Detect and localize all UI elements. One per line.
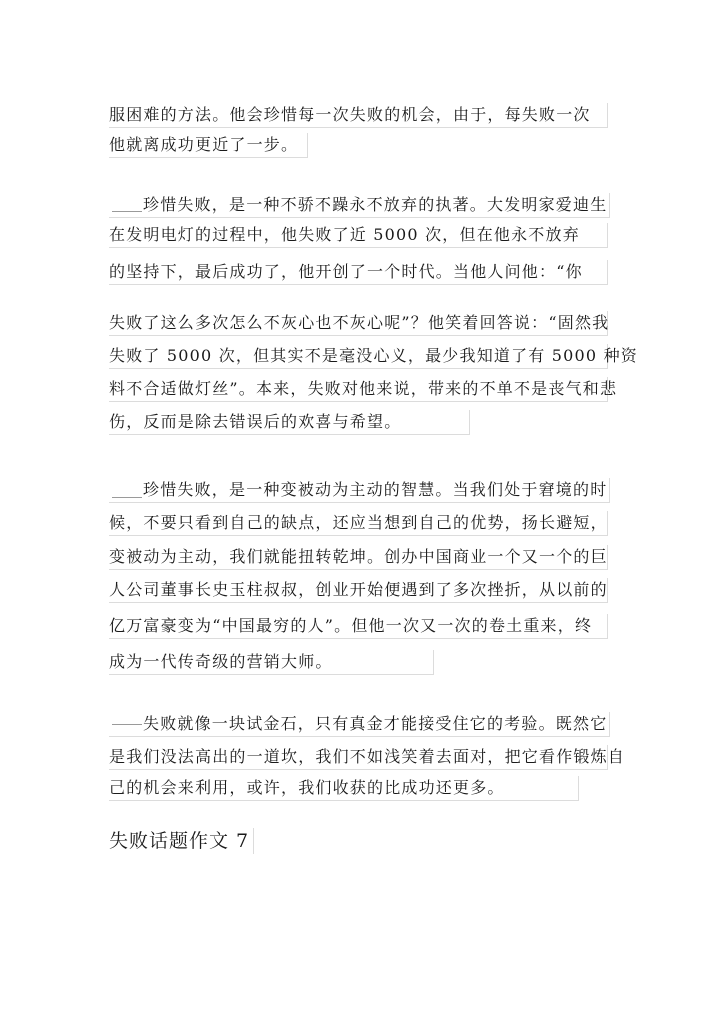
- text-line: 变被动为主动，我们就能扭转乾坤。创办中国商业一个又一个的巨: [109, 545, 608, 570]
- text-line: 人公司董事长史玉柱叔叔，创业开始便遇到了多次挫折，从以前的: [109, 578, 608, 603]
- text-line: 珍惜失败，是一种变被动为主动的智慧。当我们处于窘境的时: [109, 478, 610, 503]
- text-line: 失败了这么多次怎么不灰心也不灰心呢”？他笑着回答说：“固然我: [109, 311, 608, 336]
- text-line: 是我们没法高出的一道坎，我们不如浅笑着去面对，把它看作锻炼自: [109, 745, 608, 770]
- text-line: 珍惜失败，是一种不骄不躁永不放弃的执著。大发明家爱迪生: [109, 193, 610, 218]
- text-line: 候，不要只看到自己的缺点，还应当想到自己的优势，扬长避短，: [109, 511, 608, 536]
- text-line: 服困难的方法。他会珍惜每一次失败的机会，由于，每失败一次: [109, 103, 608, 128]
- text-line: 亿万富豪变为“中国最穷的人”。但他一次又一次的卷土重来，终: [109, 614, 608, 639]
- text-line: 在发明电灯的过程中，他失败了近 5000 次，但在他永不放弃: [109, 223, 608, 248]
- section-heading: 失败话题作文 7: [109, 828, 254, 854]
- text-line: 伤，反而是除去错误后的欢喜与希望。: [109, 410, 470, 435]
- text-line: 失败了 5000 次，但其实不是毫没心义，最少我知道了有 5000 种资: [109, 344, 608, 369]
- text-line: 己的机会来利用，或许，我们收获的比成功还更多。: [109, 776, 579, 801]
- text-line: 的坚持下，最后成功了，他开创了一个时代。当他人问他：“你: [109, 260, 608, 285]
- text-line: 料不合适做灯丝”。本来，失败对他来说，带来的不单不是丧气和悲: [109, 377, 608, 402]
- text-line: 成为一代传奇级的营销大师。: [109, 650, 434, 675]
- text-line: 失败就像一块试金石，只有真金才能接受住它的考验。既然它: [109, 712, 610, 737]
- text-line: 他就离成功更近了一步。: [109, 133, 308, 158]
